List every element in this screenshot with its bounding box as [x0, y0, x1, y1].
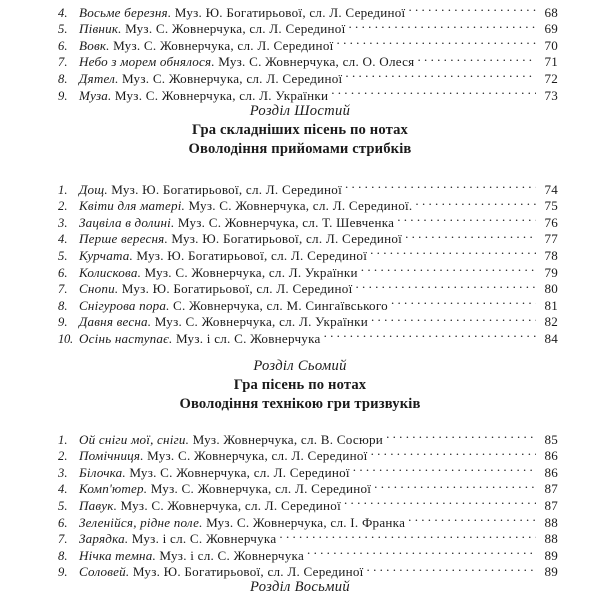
toc-entry-number: 5. [58, 248, 68, 263]
toc-entry-number: 3. [58, 465, 68, 480]
toc-entry-title: Комп'ютер. [79, 481, 148, 497]
toc-entry-page-number: 73 [544, 87, 558, 103]
toc-entry-number: 6. [58, 38, 68, 53]
toc-entry-text [79, 331, 321, 348]
toc-entry-title: Курчата. [79, 247, 133, 263]
toc-entry-text [79, 231, 402, 248]
chapter-seven-subtitle-line1: Гра пісень по нотах [233, 377, 367, 393]
toc-entry-leader [397, 210, 536, 227]
toc-entry-leader [345, 66, 536, 83]
toc-entry-title: Небо з морем обнялося. [79, 54, 215, 70]
toc-entry-page-number: 87 [544, 481, 558, 497]
toc-entry-page-number: 72 [544, 70, 558, 86]
toc-entry-credit: Муз. Ю. Богатирьової, сл. Л. Серединої [121, 281, 353, 297]
toc-entry-credit: Муз. С. Жовнерчука, сл. О. Олеся [218, 54, 415, 70]
toc-entry-credit: Муз. С. Жовнерчука, сл. Л. Серединої [147, 448, 368, 464]
toc-entry-credit: Муз. С. Жовнерчука, сл. Л. Українки [144, 264, 358, 280]
toc-entry-page-number: 89 [544, 547, 558, 563]
toc-entry-text [79, 38, 334, 55]
toc-entry-title: Снігурова пора. [79, 297, 170, 313]
chapter-heading-group [0, 102, 600, 160]
toc-entry-text [79, 182, 342, 199]
toc-entry-number: 8. [58, 71, 68, 86]
toc-entry-title: Квіти для матері. [79, 198, 186, 214]
toc-entry-title: Дощ. [79, 181, 108, 197]
toc-entry-page-number: 80 [544, 281, 558, 297]
toc-list-chapter-seven [0, 427, 600, 580]
toc-entry-number: 9. [58, 88, 68, 103]
toc-entry-number: 9. [58, 565, 68, 580]
toc-entry-number: 4. [58, 5, 68, 20]
toc-entry-number: 5. [58, 22, 68, 37]
toc-entry-page-number: 70 [544, 37, 558, 53]
toc-entry-number: 8. [58, 298, 68, 313]
chapter-eight-heading [0, 578, 600, 597]
toc-entry-text [79, 432, 383, 449]
toc-entry-page-number: 86 [544, 448, 558, 464]
toc-entry-text [79, 498, 341, 515]
chapter-seven-subtitle-line2: Оволодіння технікою гри тризвуків [179, 396, 421, 413]
toc-entry-text [79, 531, 276, 548]
toc-entry-text [79, 248, 367, 265]
toc-list-chapter-six [0, 177, 600, 346]
toc-entry-number: 9. [58, 315, 68, 330]
toc-entry-page-number: 68 [544, 4, 558, 20]
toc-entry-text [79, 481, 371, 498]
toc-entry-credit: Муз. С. Жовнерчука, сл. Л. Українки [114, 87, 329, 103]
toc-entry-leader [355, 277, 536, 294]
toc-entry-page-number: 76 [544, 214, 558, 230]
toc-entry-title: Вовк. [79, 37, 110, 53]
toc-entry-page-number: 74 [544, 181, 558, 197]
toc-entry-leader [353, 460, 536, 477]
toc-entry-number: 4. [58, 482, 68, 497]
toc-entry-text [79, 265, 358, 282]
toc-entry-number: 2. [58, 449, 68, 464]
chapter-heading-group [0, 578, 600, 597]
chapter-six-heading [0, 102, 600, 160]
toc-entry-leader [371, 444, 536, 461]
toc-entry-leader [345, 177, 536, 194]
toc-entry-number: 2. [58, 199, 68, 214]
toc-entry-credit: С. Жовнерчука, сл. М. Сингаївського [173, 297, 388, 313]
toc-entry-leader [391, 293, 536, 310]
toc-entry-leader [417, 50, 536, 67]
chapter-six-subtitle-line1: Гра складніших пісень по нотах [192, 122, 408, 138]
toc-entry-page-number: 77 [544, 231, 558, 247]
toc-entry-credit: Муз. С. Жовнерчука, сл. Л. Серединої. [188, 198, 413, 214]
toc-entry-number: 7. [58, 532, 68, 547]
toc-entry-page-number: 88 [544, 531, 558, 547]
toc-entry-credit: Муз. С. Жовнерчука, сл. Л. Серединої [113, 37, 334, 53]
toc-entry-credit: Муз. С. Жовнерчука, сл. Т. Шевченка [177, 214, 395, 230]
chapter-six-entries [0, 177, 600, 346]
toc-entry-number: 4. [58, 232, 68, 247]
toc-entry-credit: Муз. С. Жовнерчука, сл. Л. Серединої [129, 464, 350, 480]
toc-entry-title: Нічка темна. [79, 547, 156, 563]
toc-entry-number: 3. [58, 215, 68, 230]
toc-entry-title: Дятел. [79, 70, 119, 86]
toc-entry-credit: Муз. С. Жовнерчука, сл. Л. Серединої [120, 497, 341, 513]
toc-entry-title: Перше вересня. [79, 231, 168, 247]
toc-entry-leader [337, 33, 536, 50]
toc-entry-number: 7. [58, 282, 68, 297]
toc-entry-credit: Муз. і сл. С. Жовнерчука [131, 531, 277, 547]
toc-entry-number: 1. [58, 182, 68, 197]
toc-entry-credit: Муз. С. Жовнерчука, сл. Л. Серединої [125, 21, 346, 37]
toc-entry-leader [279, 527, 536, 544]
toc-entry-page-number: 84 [544, 330, 558, 346]
toc-entry-leader [408, 510, 536, 527]
toc-entry-leader [361, 260, 536, 277]
toc-entry-credit: Муз. Ю. Богатирьової, сл. Л. Серединої [171, 231, 403, 247]
toc-entry-text [79, 71, 342, 88]
toc-entry-number: 6. [58, 265, 68, 280]
toc-entry-credit: Муз. Ю. Богатирьової, сл. Л. Серединої [136, 247, 368, 263]
toc-entry-title: Зарядка. [79, 531, 129, 547]
toc-entry-number: 7. [58, 55, 68, 70]
toc-entry-credit: Муз. Ю. Богатирьової, сл. Л. Серединої [111, 181, 342, 197]
toc-list-chapter-five [0, 0, 600, 103]
toc-entry-credit: Муз. Ю. Богатирьової, сл. Л. Серединої [174, 4, 406, 20]
toc-entry-page-number: 71 [544, 54, 558, 70]
chapter-heading-group [0, 357, 600, 415]
toc-entry-leader [324, 326, 536, 343]
toc-entry-title: Восьме березня. [79, 4, 172, 20]
toc-entry-number: 6. [58, 515, 68, 530]
chapter-six-subtitle-line2: Оволодіння прийомами стрибків [188, 141, 412, 158]
toc-entry-leader [405, 227, 536, 244]
toc-entry-page-number: 81 [544, 297, 558, 313]
toc-entry-credit: Муз. і сл. С. Жовнерчука [159, 547, 305, 563]
toc-entry[interactable] [0, 427, 600, 447]
chapter-six-name: Розділ Шостий [249, 103, 351, 119]
toc-entry-leader [374, 477, 536, 494]
toc-entry-title: Ой сніги мої, сніги. [79, 431, 190, 447]
toc-entry-text [79, 198, 412, 215]
toc-entry-number: 8. [58, 548, 68, 563]
chapter-five-entries [0, 0, 600, 103]
toc-entry-page-number: 82 [544, 314, 558, 330]
toc-entry-title: Білочка. [79, 464, 126, 480]
toc-entry-page-number: 87 [544, 497, 558, 513]
toc-entry-leader [349, 17, 537, 34]
toc-entry-credit: Муз. і сл. С. Жовнерчука [175, 330, 321, 346]
chapter-seven-entries [0, 427, 600, 580]
toc-entry-page-number: 89 [544, 564, 558, 580]
toc-entry-title: Зеленійся, рідне поле. [79, 514, 203, 530]
toc-entry-leader [386, 427, 536, 444]
toc-entry-leader [307, 543, 536, 560]
toc-entry-page-number: 78 [544, 247, 558, 263]
toc-entry-number: 1. [58, 432, 68, 447]
toc-entry-leader [331, 83, 536, 100]
toc-entry-text [79, 465, 350, 482]
toc-entry-text [79, 548, 304, 565]
toc-entry-leader [370, 243, 536, 260]
toc-entry-title: Соловей. [79, 564, 130, 580]
toc-entry[interactable] [0, 177, 600, 197]
toc-entry-page-number: 69 [544, 21, 558, 37]
toc-entry-text [79, 298, 388, 315]
toc-entry-credit: Муз. С. Жовнерчука, сл. Л. Українки [154, 314, 368, 330]
toc-entry-title: Осінь наступає. [79, 330, 173, 346]
toc-entry-page-number: 86 [544, 464, 558, 480]
toc-entry-credit: Муз. С. Жовнерчука, сл. Л. Серединої [121, 70, 343, 86]
toc-entry-title: Муза. [79, 87, 112, 103]
toc-entry-page-number: 85 [544, 431, 558, 447]
chapter-eight-name: Розділ Восьмий [250, 579, 350, 595]
toc-entry-text [79, 281, 352, 298]
toc-entry-page-number: 88 [544, 514, 558, 530]
toc-entry-title: Давня весна. [79, 314, 152, 330]
toc-entry-text [79, 448, 368, 465]
toc-entry-credit: Муз. Ю. Богатирьової, сл. Л. Серединої [132, 564, 364, 580]
chapter-seven-heading [0, 357, 600, 415]
toc-entry-credit: Муз. Жовнерчука, сл. В. Сосюри [192, 431, 384, 447]
toc-entry-leader [415, 194, 536, 211]
toc-entry-page-number: 75 [544, 198, 558, 214]
toc-entry-title: Півник. [79, 21, 122, 37]
toc-entry-leader [371, 310, 536, 327]
toc-entry-credit: Муз. С. Жовнерчука, сл. І. Франка [206, 514, 406, 530]
toc-entry-number: 10. [58, 331, 73, 346]
toc-entry-credit: Муз. С. Жовнерчука, сл. Л. Серединої [150, 481, 372, 497]
toc-entry-leader [367, 560, 536, 577]
toc-entry-title: Зацвіла в долині. [79, 214, 175, 230]
toc-entry[interactable] [0, 0, 600, 20]
toc-entry-title: Колискова. [79, 264, 142, 280]
toc-entry-text [79, 215, 394, 232]
toc-entry-text [79, 21, 346, 38]
toc-entry-title: Снопи. [79, 281, 119, 297]
toc-entry-leader [408, 0, 536, 17]
toc-entry-page-number: 79 [544, 264, 558, 280]
toc-entry-number: 5. [58, 498, 68, 513]
chapter-seven-name: Розділ Сьомий [253, 358, 347, 374]
toc-entry-title: Павук. [79, 497, 118, 513]
toc-entry-title: Помічниця. [79, 448, 144, 464]
toc-entry-leader [344, 493, 536, 510]
